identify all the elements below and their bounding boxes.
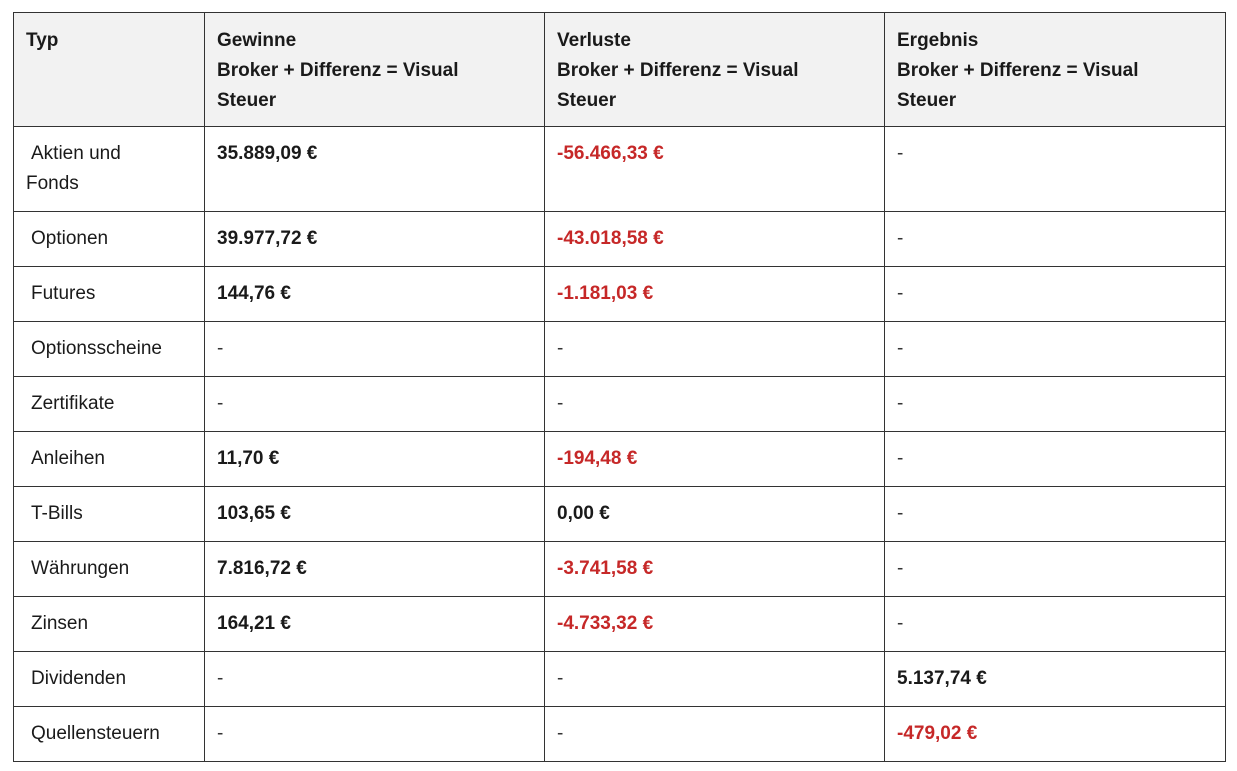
header-verluste-sub1: Broker + Differenz = Visual xyxy=(557,60,799,81)
table-row xyxy=(14,652,1226,707)
header-verluste-sub2: Steuer xyxy=(557,90,617,111)
cell-gewinne: 7.816,72 € xyxy=(205,542,545,597)
cell-verluste: -4.733,32 € xyxy=(545,597,885,652)
header-gewinne xyxy=(205,13,545,127)
cell-verluste: - xyxy=(545,707,885,762)
header-row xyxy=(14,13,1226,127)
header-gewinne-sub1: Broker + Differenz = Visual xyxy=(217,60,459,81)
row-type: Zertifikate xyxy=(14,377,205,432)
table-row xyxy=(14,487,1226,542)
cell-ergebnis: - xyxy=(885,487,1226,542)
row-type: Futures xyxy=(14,267,205,322)
row-type: Dividenden xyxy=(14,652,205,707)
cell-ergebnis: - xyxy=(885,212,1226,267)
row-type: Währungen xyxy=(14,542,205,597)
row-type: Aktien und Fonds xyxy=(14,127,205,212)
header-typ: Typ xyxy=(14,13,205,127)
header-ergebnis xyxy=(885,13,1226,127)
cell-gewinne: 164,21 € xyxy=(205,597,545,652)
header-ergebnis-sub1: Broker + Differenz = Visual xyxy=(897,60,1139,81)
cell-ergebnis: 5.137,74 € xyxy=(885,652,1226,707)
cell-ergebnis: - xyxy=(885,377,1226,432)
tax-summary-table xyxy=(13,12,1226,762)
cell-verluste: - xyxy=(545,377,885,432)
cell-gewinne: - xyxy=(205,377,545,432)
row-type: Quellensteuern xyxy=(14,707,205,762)
header-gewinne-title: Gewinne xyxy=(217,30,297,51)
table-row xyxy=(14,322,1226,377)
table-row xyxy=(14,432,1226,487)
table-row xyxy=(14,707,1226,762)
table-row xyxy=(14,377,1226,432)
row-type: T-Bills xyxy=(14,487,205,542)
cell-verluste: -1.181,03 € xyxy=(545,267,885,322)
cell-ergebnis: -479,02 € xyxy=(885,707,1226,762)
row-type: Zinsen xyxy=(14,597,205,652)
cell-verluste: 0,00 € xyxy=(545,487,885,542)
cell-ergebnis: - xyxy=(885,597,1226,652)
header-gewinne-sub2: Steuer xyxy=(217,90,277,111)
cell-gewinne: - xyxy=(205,322,545,377)
cell-gewinne: 103,65 € xyxy=(205,487,545,542)
cell-gewinne: - xyxy=(205,652,545,707)
cell-ergebnis: - xyxy=(885,267,1226,322)
cell-gewinne: - xyxy=(205,707,545,762)
cell-gewinne: 11,70 € xyxy=(205,432,545,487)
cell-verluste: -56.466,33 € xyxy=(545,127,885,212)
header-ergebnis-title: Ergebnis xyxy=(897,30,979,51)
cell-verluste: -43.018,58 € xyxy=(545,212,885,267)
header-verluste-title: Verluste xyxy=(557,30,631,51)
cell-verluste: -194,48 € xyxy=(545,432,885,487)
header-verluste xyxy=(545,13,885,127)
cell-ergebnis: - xyxy=(885,322,1226,377)
row-type: Optionsscheine xyxy=(14,322,205,377)
table-row xyxy=(14,542,1226,597)
cell-ergebnis: - xyxy=(885,127,1226,212)
cell-verluste: - xyxy=(545,322,885,377)
cell-ergebnis: - xyxy=(885,542,1226,597)
table-row xyxy=(14,267,1226,322)
header-ergebnis-sub2: Steuer xyxy=(897,90,957,111)
table-row xyxy=(14,597,1226,652)
cell-verluste: - xyxy=(545,652,885,707)
row-type: Anleihen xyxy=(14,432,205,487)
table-row xyxy=(14,127,1226,212)
cell-gewinne: 144,76 € xyxy=(205,267,545,322)
cell-gewinne: 35.889,09 € xyxy=(205,127,545,212)
row-type: Optionen xyxy=(14,212,205,267)
cell-gewinne: 39.977,72 € xyxy=(205,212,545,267)
cell-ergebnis: - xyxy=(885,432,1226,487)
cell-verluste: -3.741,58 € xyxy=(545,542,885,597)
table-row xyxy=(14,212,1226,267)
